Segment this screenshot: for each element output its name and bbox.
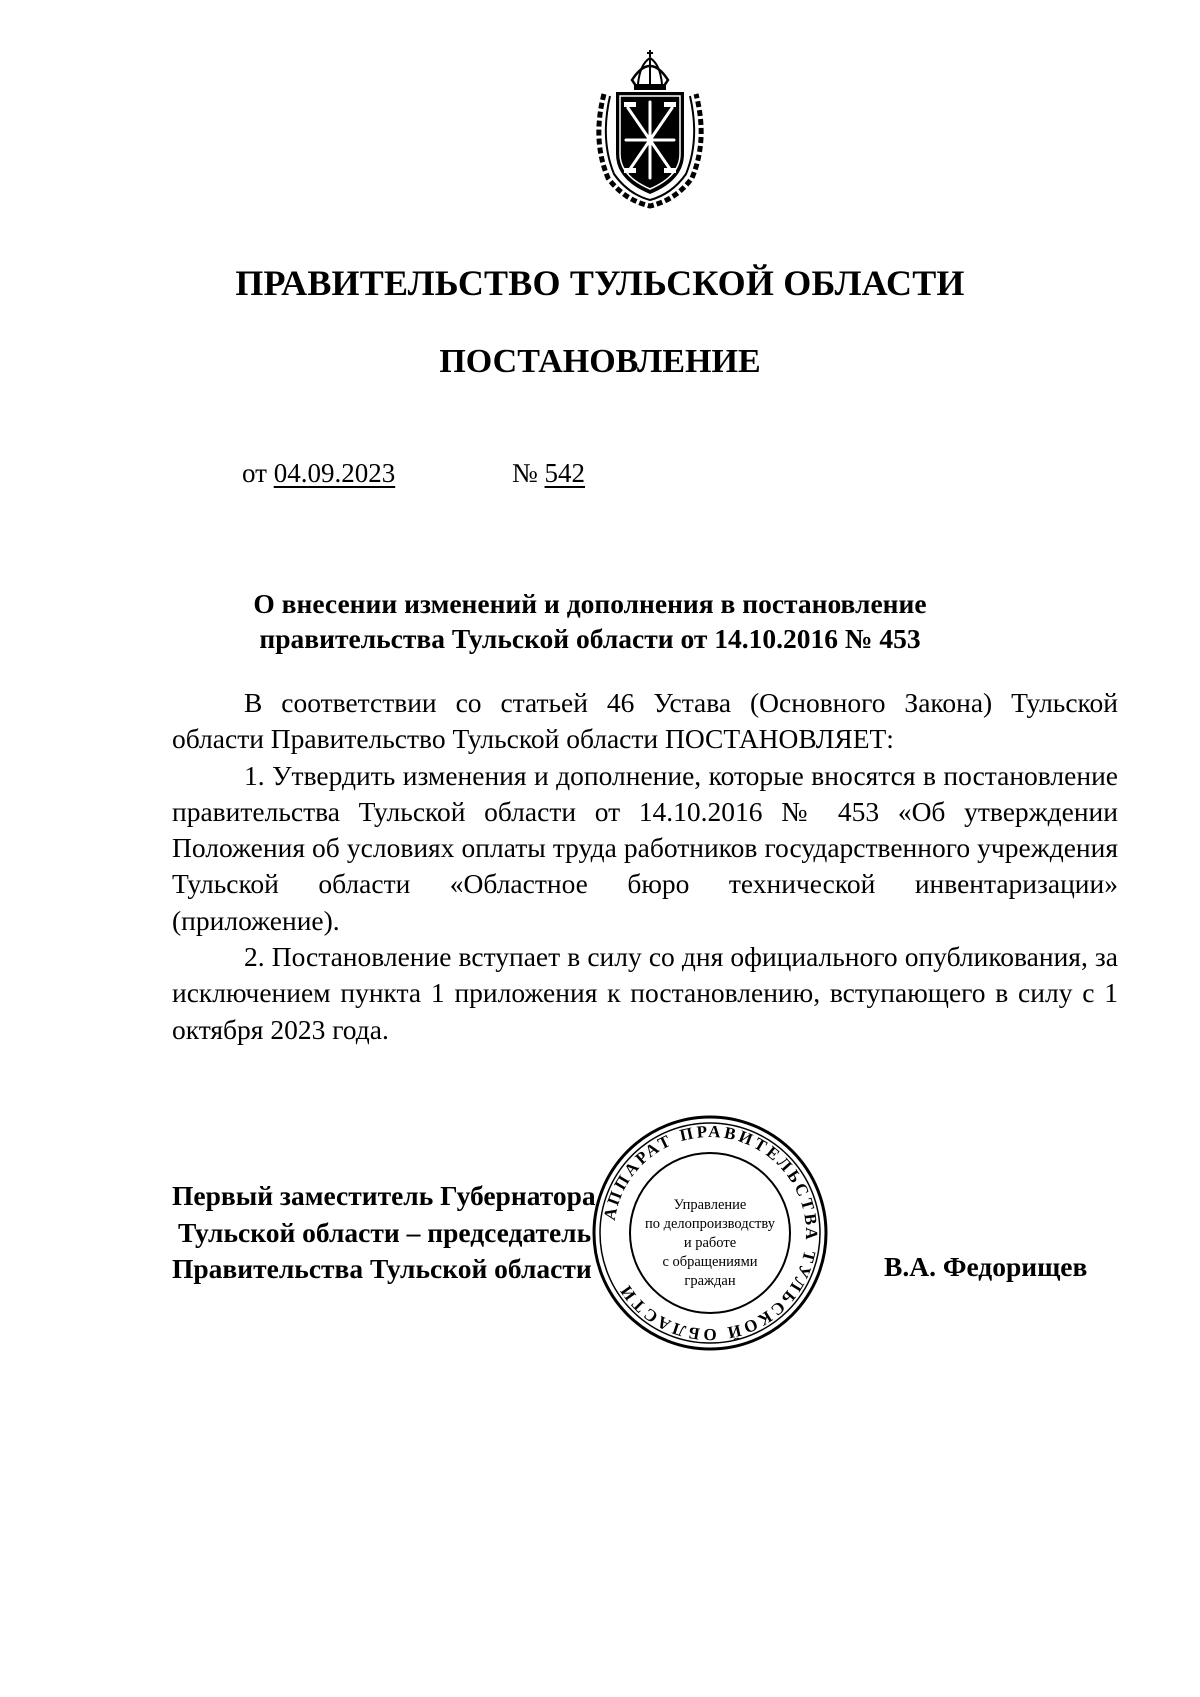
- position-line-1: Первый заместитель Губернатора: [172, 1180, 596, 1211]
- document-body: [172, 685, 1118, 1048]
- stamp-inner-line-4: с обращениями: [662, 1254, 758, 1270]
- document-number: 542: [544, 458, 586, 488]
- subject-line-1: О внесении изменений и дополнения в постановление: [253, 588, 927, 619]
- organization-title: ПРАВИТЕЛЬСТВО ТУЛЬСКОЙ ОБЛАСТИ: [235, 263, 965, 303]
- document-subject: [170, 586, 1010, 656]
- number-prefix: №: [512, 458, 538, 488]
- position-line-2: Тульской области – председатель: [178, 1216, 592, 1248]
- stamp-inner-line-5: граждан: [684, 1273, 736, 1289]
- document-type: ПОСТАНОВЛЕНИЕ: [439, 343, 761, 380]
- document-number-line: [512, 458, 585, 489]
- stamp-inner-line-2: по делопроизводству: [644, 1216, 776, 1232]
- document-date-line: [242, 458, 395, 489]
- subject-line-2: правительства Тульской области от 14.10.2016 № 453: [259, 623, 921, 654]
- date-prefix: от: [242, 458, 267, 488]
- item-2-paragraph: 2. Постановление вступает в силу со дня официального опубликования, за исключением пункта 1 приложения к постановлению, вступающего в силу с 1 октября 2023 года.: [172, 941, 1118, 1045]
- position-line-3: Правительства Тульской области: [172, 1253, 592, 1284]
- official-stamp: [590, 1113, 830, 1353]
- stamp-inner-line-1: Управление: [673, 1197, 747, 1213]
- crown-icon: [632, 50, 668, 90]
- stamp-inner-line-3: и работе: [683, 1235, 737, 1251]
- coat-of-arms-emblem: [590, 50, 710, 210]
- document-date: 04.09.2023: [273, 458, 396, 488]
- signatory-position: [172, 1178, 596, 1288]
- signatory-name: В.А. Федорищев: [884, 1251, 1088, 1282]
- preamble-paragraph: В соответствии со статьей 46 Устава (Основного Закона) Тульской области Правительство Тульской области ПОСТАНОВЛЯЕТ:: [172, 687, 1118, 755]
- item-1-paragraph: 1. Утвердить изменения и дополнение, которые вносятся в постановление правительства Тульской области от 14.10.2016 № 453 «Об утверждении Положения об условиях оплаты труда работников государственного учреждения Тульской области «Областное бюро технической инвентаризации» (приложение).: [172, 759, 1118, 936]
- stamp-outer-text: АППАРАТ ПРАВИТЕЛЬСТВА ТУЛЬСКОЙ ОБЛАСТИ: [599, 1121, 822, 1345]
